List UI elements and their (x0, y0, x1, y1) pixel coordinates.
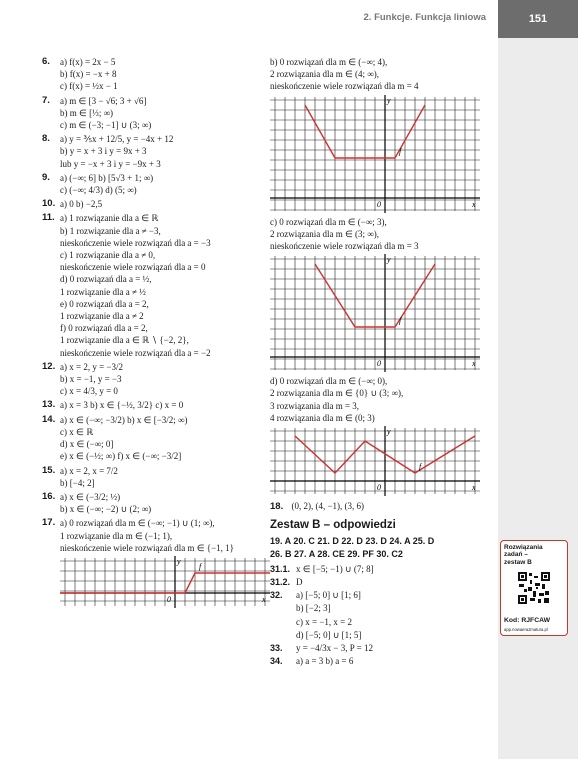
mc-answers-line2: 26. B 27. A 28. CE 29. PF 30. C2 (270, 548, 403, 559)
answer-line: a) y = ⅗x + 12/5, y = −4x + 12 (60, 134, 174, 145)
answer-line: a) f(x) = 2x − 5 (60, 57, 116, 67)
answer-line: b) 0 rozwiązań dla m ∈ (−∞; 4), (270, 57, 388, 67)
answer-line: d) x ∈ (−∞; 0] (60, 439, 114, 450)
y-axis-label: y (177, 556, 181, 566)
answer-line: nieskończenie wiele rozwiązań dla m = 3 (270, 241, 419, 252)
answer-line: b) x = −1, y = −3 (60, 374, 122, 385)
answer-line: c) 1 rozwiązanie dla a ≠ 0, (60, 250, 156, 261)
answer-line: a) 1 rozwiązanie dla a ∈ ℝ (60, 213, 159, 224)
answer-row (270, 576, 498, 588)
answer-text: a) a = 3 b) a = 6 (296, 656, 354, 667)
function-label: f (399, 146, 402, 156)
answer-row (270, 563, 498, 575)
answer-line: e) x ∈ (−½; ∞) f) x ∈ (−∞; −3/2] (60, 451, 182, 462)
answer-line: 1 rozwiązanie dla a ≠ 2 (60, 311, 144, 322)
answer-text: y = −4/3x − 3, P = 12 (296, 643, 373, 654)
graph-17c (270, 254, 480, 372)
answer-text: d) [−5; 0] ∪ [1; 5] (296, 629, 362, 640)
answer-line: 1 rozwiązanie dla a ≠ ½ (60, 286, 146, 297)
item-17b (270, 56, 498, 93)
answer-line: a) m ∈ [3 − √6; 3 + √6] (60, 95, 147, 106)
function-label: f (199, 561, 202, 571)
answer-text: a) [−5; 0] ∪ [1; 6] (296, 590, 361, 601)
answer-line: a) (−∞; 6] b) [5√3 + 1; ∞) (60, 172, 154, 183)
answer-row (270, 629, 498, 641)
item-number: 7. (42, 94, 50, 106)
answer-row (270, 589, 498, 601)
item-number: 16. (42, 490, 56, 502)
item-number: 8. (42, 133, 50, 145)
qr-url: app.nowaerazmatura.pl (504, 627, 548, 632)
answer-line: c) m ∈ (−3; −1] ∪ (3; ∞) (60, 120, 152, 131)
item-number: 34. (270, 656, 283, 667)
answer-row (270, 616, 498, 628)
answer-line: b) f(x) = −x + 8 (60, 69, 117, 80)
answer-row (270, 602, 498, 614)
answer-line: lub y = −x + 3 i y = −9x + 3 (60, 158, 161, 169)
answer-item (42, 212, 262, 358)
item-number: 18. (270, 501, 284, 513)
answer-line: a) x ∈ (−3/2; ½) (60, 491, 121, 502)
item-17d (270, 375, 498, 424)
item-number: 13. (42, 399, 56, 411)
x-axis-label: x (472, 483, 476, 493)
answer-item (42, 133, 262, 170)
open-answers (270, 563, 498, 668)
answer-line: d) 0 rozwiązań dla a = ½, (60, 274, 152, 285)
answer-item (42, 361, 262, 398)
mc-answers-line1: 19. A 20. C 21. D 22. D 23. D 24. A 25. D (270, 536, 435, 547)
answer-line: b) [−4; 2] (60, 477, 95, 488)
item-number: 31.2. (270, 577, 291, 588)
answer-text: x ∈ [−5; −1) ∪ (7; 8] (296, 563, 374, 574)
item-number: 6. (42, 56, 50, 67)
item-number: 9. (42, 171, 50, 183)
answer-line: b) y = x + 3 i y = 9x + 3 (60, 146, 147, 157)
right-column (270, 56, 498, 668)
answer-text: D (296, 577, 303, 588)
item-number: 17. (42, 517, 56, 529)
answer-line: a) 0 b) −2,5 (60, 199, 103, 210)
item-18 (270, 500, 498, 513)
answer-line: 2 rozwiązania dla m ∈ (4; ∞), (270, 69, 379, 80)
section-title: Zestaw B – odpowiedzi (270, 519, 396, 532)
x-axis-label: x (472, 199, 476, 209)
answer-line: f) 0 rozwiązań dla a = 2, (60, 323, 148, 334)
origin-label: 0 (377, 359, 381, 369)
answer-item (42, 491, 262, 515)
item-number: 11. (42, 212, 55, 224)
answer-line: nieskończenie wiele rozwiązań dla m ∈ {−1, 1} (60, 542, 234, 553)
qr-code-label: Kod: RJFCAW (504, 617, 551, 624)
answer-line: c) x = 4/3, y = 0 (60, 386, 118, 397)
answer-item (42, 465, 262, 489)
answer-line: c) (−∞; 4/3) d) (5; ∞) (60, 185, 137, 196)
answer-line: a) x ∈ (−∞; −3/2) b) x ∈ [−3/2; ∞) (60, 414, 188, 425)
answer-item (42, 56, 262, 93)
answer-line: c) f(x) = ½x − 1 (60, 81, 118, 92)
qr-code-box[interactable] (500, 540, 568, 636)
graph-17d (270, 426, 480, 496)
answer-item (42, 172, 262, 196)
item-number: 31.1. (270, 563, 291, 574)
answer-item (42, 517, 262, 554)
side-margin (498, 38, 578, 759)
y-axis-label: y (387, 427, 391, 437)
answer-text: b) [−2; 3] (296, 603, 331, 614)
qr-title: Rozwiązania zadań – zestaw B (504, 544, 543, 566)
item-number: 33. (270, 643, 283, 654)
answer-line: d) 0 rozwiązań dla m ∈ (−∞; 0), (270, 376, 388, 387)
answer-line: 2 rozwiązania dla m ∈ (3; ∞), (270, 228, 379, 239)
answer-line: b) 1 rozwiązanie dla a ≠ −3, (60, 225, 161, 236)
answer-line: c) 0 rozwiązań dla m ∈ (−∞; 3), (270, 216, 387, 227)
answer-line: nieskończenie wiele rozwiązań dla m = 4 (270, 81, 419, 92)
left-column (42, 56, 266, 611)
origin-label: 0 (377, 483, 381, 493)
answer-line: nieskończenie wiele rozwiązań dla a = 0 (60, 262, 206, 273)
answer-line: 1 rozwiązanie dla m ∈ (−1; 1), (60, 530, 173, 541)
answer-line: b) m ∈ [⅓; ∞) (60, 107, 113, 118)
answer-line: c) x ∈ ℝ (60, 426, 94, 437)
x-axis-label: x (472, 359, 476, 369)
y-axis-label: y (387, 255, 391, 265)
answer-item (42, 198, 262, 210)
x-axis-label: x (262, 594, 266, 604)
graph-17b (270, 95, 480, 213)
answer-line: nieskończenie wiele rozwiązań dla a = −3 (60, 237, 211, 248)
answer-line: nieskończenie wiele rozwiązań dla a = −2 (60, 347, 211, 358)
answer-line: 1 rozwiązanie dla a ∈ ℝ ∖ {−2, 2}, (60, 335, 189, 346)
item-number: 15. (42, 464, 56, 476)
answer-row (270, 642, 498, 654)
page-header (0, 0, 578, 38)
graph-17a (60, 556, 270, 608)
function-label: f (419, 462, 422, 472)
item-number: 14. (42, 413, 56, 425)
answer-item (42, 95, 262, 132)
item-17c (270, 216, 498, 253)
answer-line: b) x ∈ (−∞; −2) ∪ (2; ∞) (60, 504, 152, 515)
answer-line: 3 rozwiązania dla m = 3, (270, 400, 360, 411)
answer-item (42, 399, 262, 411)
answer-item (42, 414, 262, 463)
origin-label: 0 (377, 199, 381, 209)
page-number: 151 (498, 0, 578, 38)
qr-code-icon[interactable] (517, 571, 551, 605)
answer-text: c) x = −1, x = 2 (296, 616, 352, 627)
y-axis-label: y (387, 95, 391, 105)
answer-row (270, 655, 498, 667)
item-number: 10. (42, 198, 56, 210)
item-number: 12. (42, 360, 56, 372)
function-label: f (399, 316, 402, 326)
answer-line: a) x = 2, y = −3/2 (60, 361, 123, 372)
answer-line: 4 rozwiązania dla m ∈ (0; 3) (270, 412, 375, 423)
origin-label: 0 (167, 594, 171, 604)
chapter-title: 2. Funkcje. Funkcja liniowa (363, 12, 486, 23)
answer-line: e) 0 rozwiązań dla a = 2, (60, 298, 149, 309)
answer-line: a) 0 rozwiązań dla m ∈ (−∞; −1) ∪ (1; ∞), (60, 518, 215, 529)
answer-line: 2 rozwiązania dla m ∈ {0} ∪ (3; ∞), (270, 388, 404, 399)
answer-line: a) x = 3 b) x ∈ {−½, 3/2} c) x = 0 (60, 400, 184, 411)
answer-line: a) x = 2, x = 7/2 (60, 465, 118, 476)
item-number: 32. (270, 590, 283, 601)
item-18-text: (0, 2), (4, −1), (3, 6) (291, 501, 365, 512)
